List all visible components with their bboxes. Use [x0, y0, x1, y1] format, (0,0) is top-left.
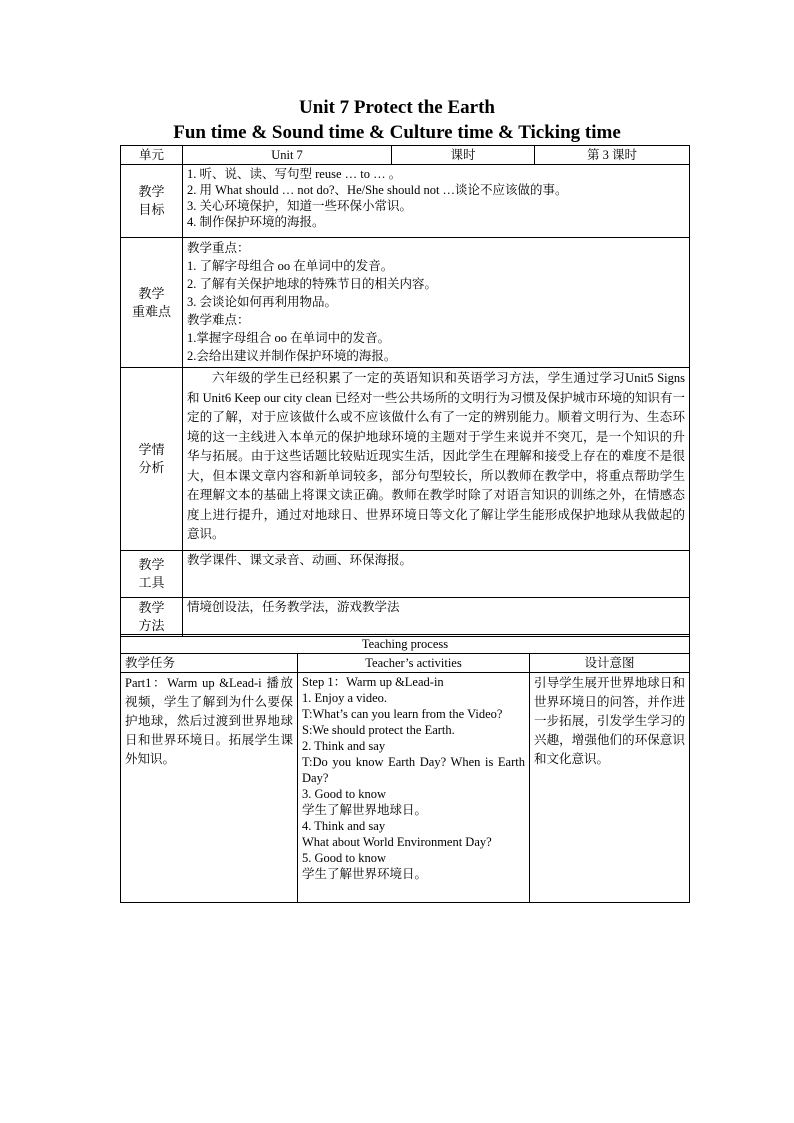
list-item: What about World Environment Day? [302, 835, 492, 849]
lesson-plan-table [120, 145, 690, 637]
process-heading: Teaching process [121, 635, 690, 654]
col-header-task: 教学任务 [121, 654, 298, 673]
analysis-text: 六年级的学生已经积累了一定的英语知识和英语学习方法，学生通过学习Unit5 Signs 和 Unit6 Keep our city clean 已经对一些公共场所的文明行为习惯及保护城市环境的知识有一定的了解，对于应该做什么或不应该做什么有了一定的辨别能力。顺着文明行为、生态环境的这一主线进入本单元的保护地球环境的主题对于学生来说并不突兀，是一个知识的升华与拓展。由于这些话题比较贴近现实生活，因此学生在理解和接受上存在的难度不是很大，但本课文章内容和新单词较多，部分句型较长，所以教师在教学中，将重点帮助学生在理解文本的基础上将课文读正确。教师在教学时除了对语言知识的训练之外，在情感态度上进行提升，通过对地球日、世界环境日等文化了解让学生能形成保护地球从我做起的意识。 [183, 368, 690, 551]
process-heading-row [121, 635, 690, 654]
intent-cell: 引导学生展开世界地球日和世界环境日的问答，并作进一步拓展，引发学生学习的兴趣，增强他们的环保意识和文化意识。 [530, 673, 690, 903]
list-item: 1. Enjoy a video. [302, 691, 388, 705]
analysis-label: 学情 分析 [121, 368, 183, 551]
key-points-content [183, 238, 690, 368]
methods-text: 情境创设法，任务教学法，游戏教学法 [183, 598, 690, 637]
list-item: T:Do you know Earth Day? When is Earth Day? [302, 755, 525, 785]
unit-label: 单元 [121, 146, 183, 165]
analysis-row [121, 368, 690, 551]
list-item: 2. Think and say [302, 739, 386, 753]
period-value: 第 3 课时 [535, 146, 690, 165]
list-item: S:We should protect the Earth. [302, 723, 455, 737]
tools-label: 教学 工具 [121, 551, 183, 598]
list-item: 4. 制作保护环境的海报。 [187, 215, 325, 229]
list-item: T:What’s can you learn from the Video? [302, 707, 503, 721]
key-points-label: 教学 重难点 [121, 238, 183, 368]
tools-text: 教学课件、课文录音、动画、环保海报。 [183, 551, 690, 598]
teaching-process-table [120, 634, 690, 903]
period-label: 课时 [392, 146, 535, 165]
task-cell: Part1：Warm up &Lead-i 播放视频，学生了解到为什么要保护地球，然后过渡到世界地球日和世界环境日。拓展学生课外知识。 [121, 673, 298, 903]
page-subtitle: Fun time & Sound time & Culture time & Ticking time [173, 122, 621, 143]
methods-label: 教学 方法 [121, 598, 183, 637]
unit-row [121, 146, 690, 165]
key-points-row [121, 238, 690, 368]
list-item: 2.会给出建议并制作保护环境的海报。 [187, 349, 397, 363]
tools-row [121, 551, 690, 598]
list-item: 1.掌握字母组合 oo 在单词中的发音。 [187, 331, 391, 345]
list-item: 教学难点： [187, 313, 250, 327]
activities-cell [298, 673, 530, 903]
col-header-intent: 设计意图 [530, 654, 690, 673]
list-item: 1. 了解字母组合 oo 在单词中的发音。 [187, 259, 394, 273]
list-item: 2. 了解有关保护地球的特殊节日的相关内容。 [187, 277, 438, 291]
list-item: 4. Think and say [302, 819, 386, 833]
objectives-row [121, 165, 690, 238]
process-row [121, 673, 690, 903]
list-item: Step 1：Warm up &Lead-in [302, 675, 444, 689]
list-item: 学生了解世界地球日。 [302, 803, 428, 817]
process-header-row [121, 654, 690, 673]
list-item: 5. Good to know [302, 851, 387, 865]
page-title: Unit 7 Protect the Earth [299, 97, 495, 118]
list-item: 教学重点： [187, 241, 250, 255]
list-item: 3. 会谈论如何再利用物品。 [187, 295, 338, 309]
methods-row [121, 598, 690, 637]
list-item: 2. 用 What should … not do?、He/She should not …谈论不应该做的事。 [187, 183, 568, 197]
list-item: 学生了解世界环境日。 [302, 867, 428, 881]
col-header-activities: Teacher’s activities [298, 654, 530, 673]
list-item: 3. 关心环境保护，知道一些环保小常识。 [187, 199, 413, 213]
objectives-label: 教学 目标 [121, 165, 183, 238]
list-item: 1. 听、说、读、写句型 reuse … to … 。 [187, 167, 402, 181]
objectives-content [183, 165, 690, 238]
list-item: 3. Good to know [302, 787, 387, 801]
unit-value: Unit 7 [183, 146, 392, 165]
